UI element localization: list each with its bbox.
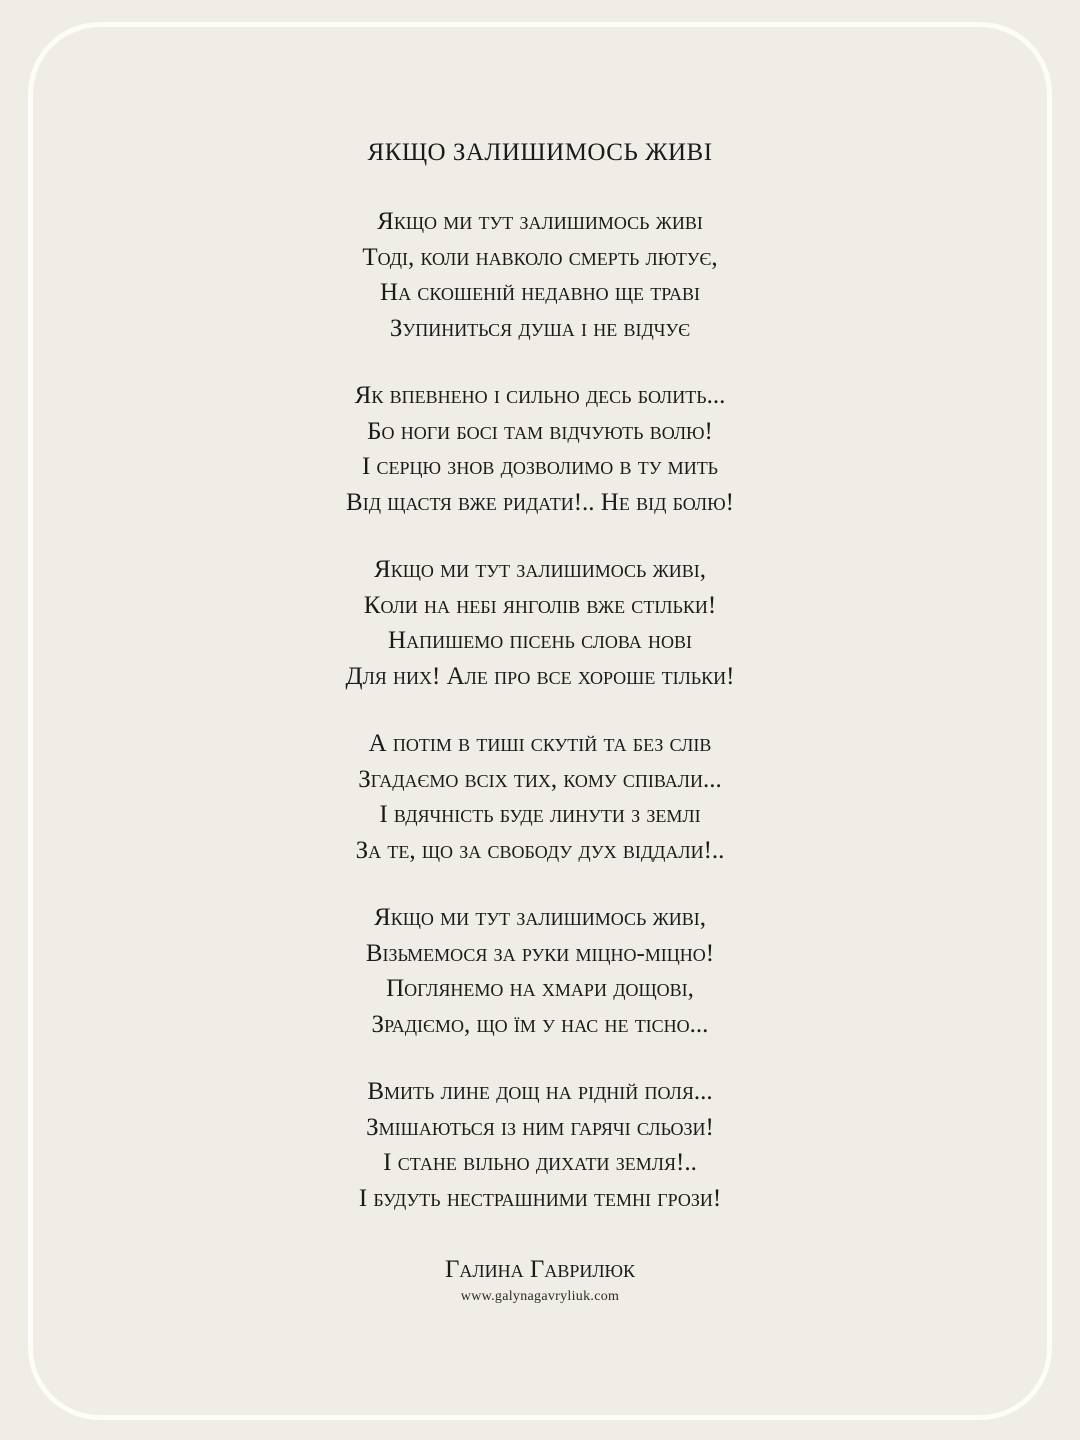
poem-line: Від щастя вже ридати!.. Не від болю!: [346, 488, 734, 516]
stanza: [0, 900, 1080, 1042]
poem-line: Зупиниться душа і не відчує: [389, 314, 691, 342]
poem-line: За те, що за свободу дух віддали!..: [355, 836, 725, 864]
poem-line: Тоді, коли навколо смерть лютує,: [362, 243, 718, 271]
poem-title: ЯКЩО ЗАЛИШИМОСЬ ЖИВІ: [367, 139, 713, 166]
poem-line: Згадаємо всіх тих, кому співали...: [358, 765, 722, 793]
poem-line: На скошеній недавно ще траві: [380, 279, 700, 306]
stanza: [0, 378, 1080, 520]
poem-line: І серцю знов дозволимо в ту мить: [361, 453, 719, 480]
poem-line: Зрадіємо, що їм у нас не тісно...: [371, 1010, 709, 1038]
poem-line: Бо ноги босі там відчують волю!: [367, 417, 713, 445]
poem-line: Вмить лине дощ на рідній поля...: [367, 1078, 713, 1105]
poem-line: Якщо ми тут залишимось живі,: [374, 904, 706, 931]
author-website: www.galynagavryliuk.com: [460, 1289, 620, 1304]
poem-line: Коли на небі янголів вже стільки!: [363, 591, 717, 619]
poem-line: І будуть нестрашними темні грози!: [358, 1184, 722, 1212]
poem-line: Для них! Але про все хороше тільки!: [345, 662, 735, 690]
poem-line: Поглянемо на хмари дощові,: [386, 975, 694, 1002]
poem-line: А потім в тиші скутій та без слів: [368, 730, 712, 757]
stanza: [0, 204, 1080, 346]
stanza: [0, 726, 1080, 868]
poem: [0, 136, 1080, 1308]
poem-line: Змішаються із ним гарячі сльози!: [366, 1113, 714, 1141]
poem-line: І вдячність буде линути з землі: [379, 801, 701, 828]
author-name: Галина Гаврилюк: [444, 1256, 636, 1283]
poem-line: Якщо ми тут залишимось живі,: [374, 556, 706, 583]
poem-line: Напишемо пісень слова нові: [388, 627, 692, 654]
stanza: [0, 552, 1080, 694]
poem-line: Візьмемося за руки міцно-міцно!: [365, 939, 715, 967]
poem-line: Якщо ми тут залишимось живі: [377, 208, 703, 235]
stanza: [0, 1074, 1080, 1216]
poem-line: І стане вільно дихати земля!..: [383, 1149, 697, 1176]
poem-line: Як впевнено і сильно десь болить...: [354, 382, 726, 409]
